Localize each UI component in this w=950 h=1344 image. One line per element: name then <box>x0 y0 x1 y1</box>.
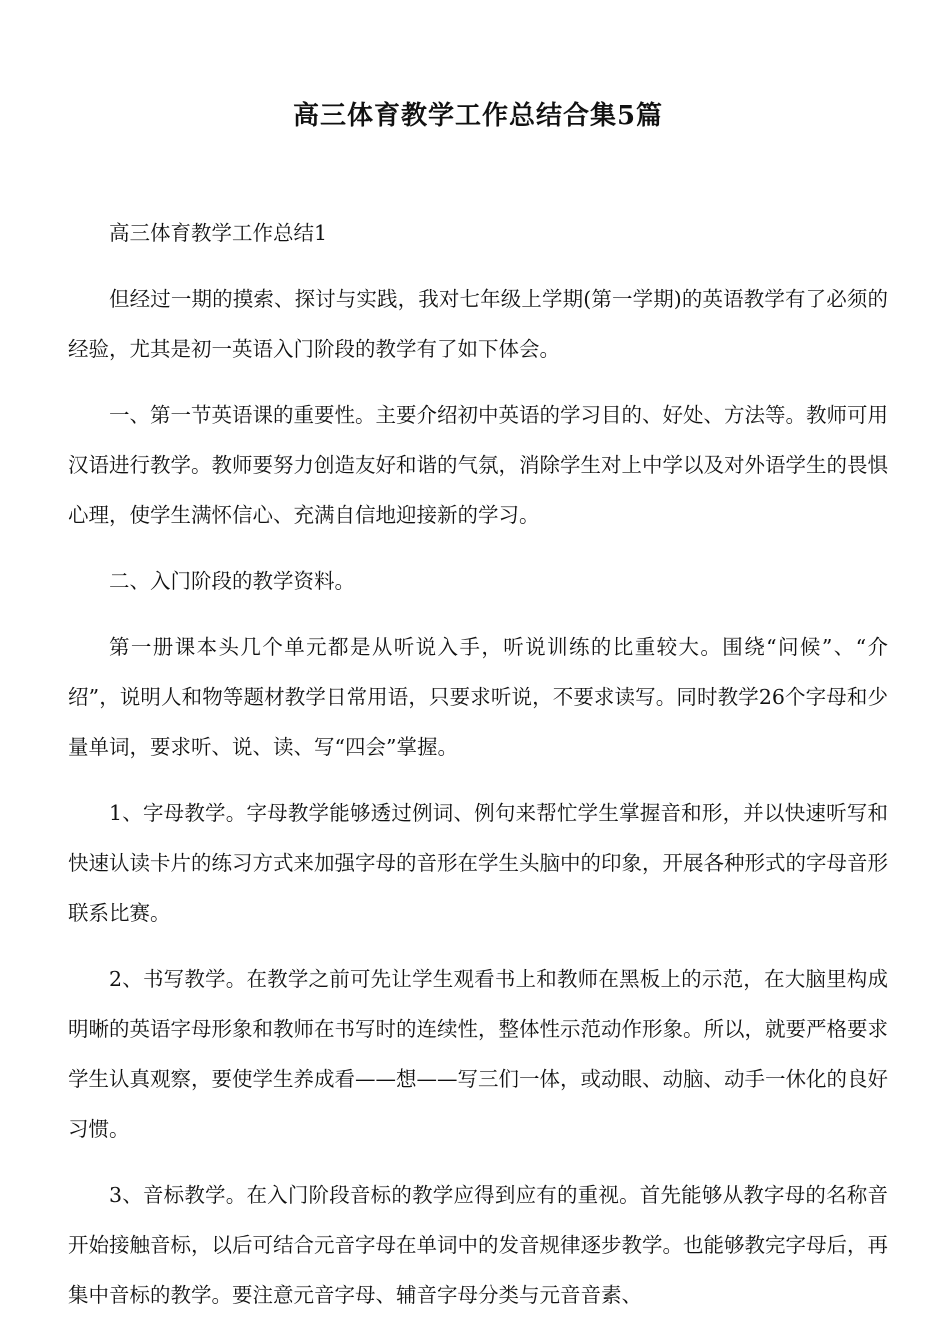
paragraph-intro: 但经过一期的摸索、探讨与实践，我对七年级上学期(第一学期)的英语教学有了必须的经验，尤其是初一英语入门阶段的教学有了如下体会。 <box>68 287 888 361</box>
document-page <box>68 0 888 1344</box>
paragraph-textbook: 第一册课本头几个单元都是从听说入手，听说训练的比重较大。围绕“问候”、“介绍”，说明人和物等题材教学日常用语，只要求听说，不要求读写。同时教学26个字母和少量单词，要求听、说、读、写“四会”掌握。 <box>68 635 888 759</box>
paragraph-materials-heading: 二、入门阶段的教学资料。 <box>109 569 355 593</box>
paragraph-first-lesson: 一、第一节英语课的重要性。主要介绍初中英语的学习目的、好处、方法等。教师可用汉语进行教学。教师要努力创造友好和谐的气氛，消除学生对上中学以及对外语学生的畏惧心理，使学生满怀信心、充满自信地迎接新的学习。 <box>68 403 888 527</box>
section-heading: 高三体育教学工作总结1 <box>109 221 328 245</box>
document-title: 高三体育教学工作总结合集5篇 <box>292 101 664 131</box>
paragraph-phonetics-teaching: 3、音标教学。在入门阶段音标的教学应得到应有的重视。首先能够从教字母的名称音开始接触音标，以后可结合元音字母在单词中的发音规律逐步教学。也能够教完字母后，再集中音标的教学。要注意元音字母、辅音字母分类与元音音素、 <box>68 1183 888 1307</box>
paragraph-writing-teaching: 2、书写教学。在教学之前可先让学生观看书上和教师在黑板上的示范，在大脑里构成明晰的英语字母形象和教师在书写时的连续性，整体性示范动作形象。所以，就要严格要求学生认真观察，要使学生养成看——想——写三们一体，或动眼、动脑、动手一休化的良好习惯。 <box>68 967 888 1141</box>
document-body <box>68 208 888 1336</box>
paragraph-letter-teaching: 1、字母教学。字母教学能够透过例词、例句来帮忙学生掌握音和形，并以快速听写和快速认读卡片的练习方式来加强字母的音形在学生头脑中的印象，开展各种形式的字母音形联系比赛。 <box>68 801 888 925</box>
